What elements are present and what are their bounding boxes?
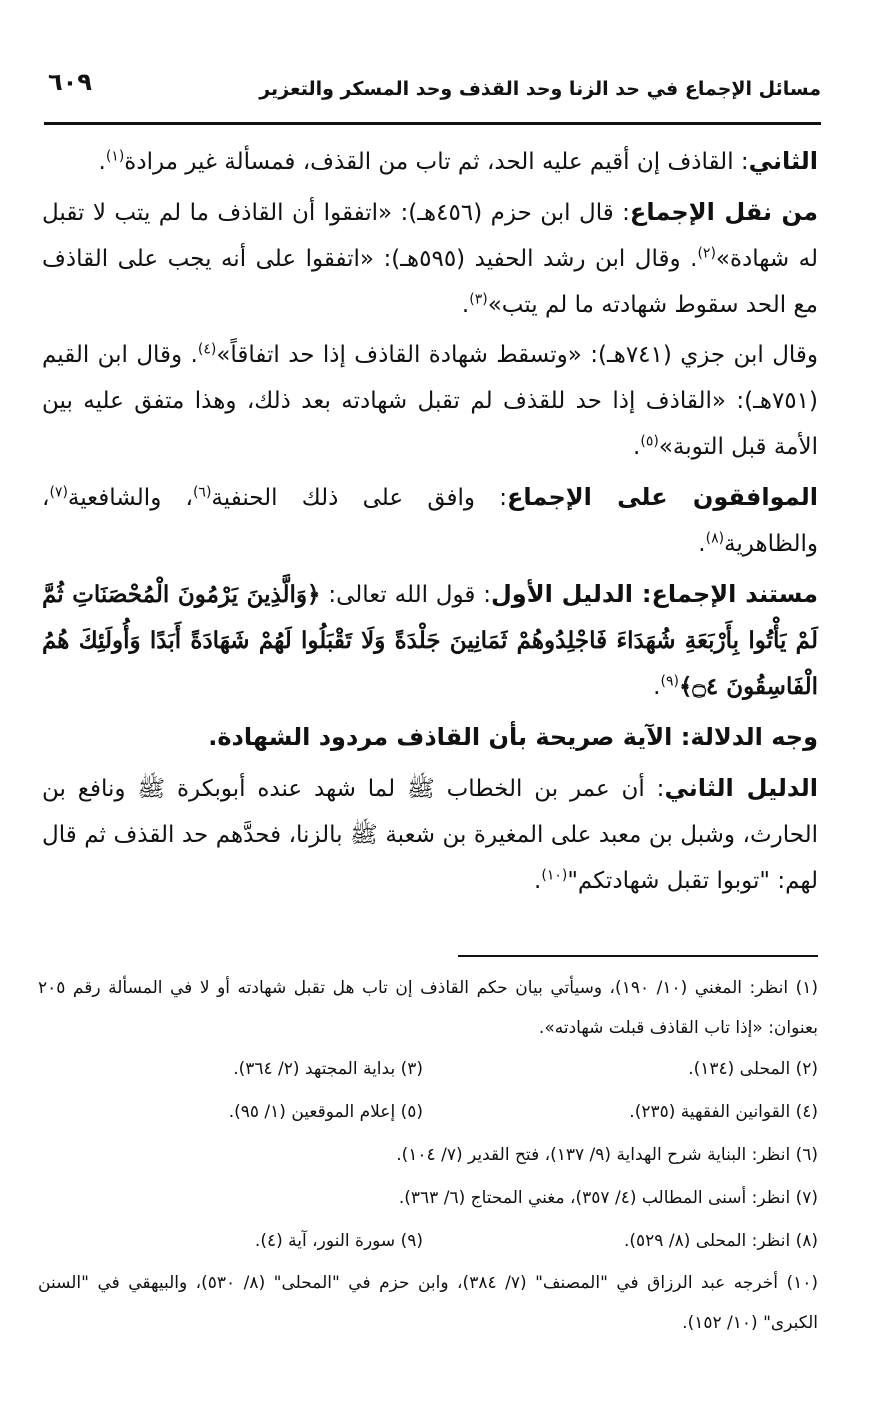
quran-verse: ﴿وَالَّذِينَ يَرْمُونَ الْمُحْصَنَاتِ ثُمَّ لَمْ يَأْتُوا بِأَرْبَعَةِ شُهَدَاءَ فَاجْلِدُوهُمْ ثَمَانِينَ جَلْدَةً وَلَا تَقْبَلُوا لَهُمْ شَهَادَةً أَبَدًا وَأُولَئِكَ هُمُ الْفَاسِقُونَ ۝٤﴾ [42, 581, 818, 700]
footnote-row [38, 1220, 818, 1263]
paragraph-lead: الموافقون على الإجماع [506, 483, 818, 511]
footnote-ref-5: (٥) [640, 433, 659, 450]
footnote-row [38, 1177, 818, 1220]
footnote-ref-6: (٦) [192, 484, 212, 501]
paragraph-lead: الدليل الثاني [664, 774, 819, 802]
paragraph-text: : وافق على ذلك الحنفية [211, 485, 507, 511]
paragraph-end: . [653, 674, 661, 700]
footnote-2: (٢) المحلى (١٣٤). [688, 1059, 818, 1079]
paragraph-text: : قول الله تعالى: [320, 582, 491, 608]
paragraph-text: ، والظاهرية [42, 485, 818, 557]
paragraph-second-evidence [42, 765, 818, 904]
paragraph-text: . وقال ابن القيم (٧٥١هـ): «القاذف إذا حد للقذف لم تقبل شهادته بعد ذلك، وهذا متفق عليه بين الأمة قبل التوبة» [42, 342, 818, 460]
paragraph-end: . [461, 292, 470, 318]
footnote-divider [458, 955, 818, 957]
footnote-9: (٩) سورة النور، آية (٤). [254, 1231, 423, 1251]
footnote-row [38, 1134, 818, 1177]
paragraph-end: . [534, 868, 542, 894]
paragraph-consensus-transmitters [42, 189, 818, 328]
footnote-ref-9: (٩) [660, 673, 679, 690]
paragraph-end: . [698, 531, 706, 557]
footnote-row [38, 1091, 818, 1134]
footnote-ref-4: (٤) [197, 341, 217, 358]
footnote-row [38, 1048, 818, 1091]
paragraph-lead: من نقل الإجماع [629, 198, 818, 226]
footnote-3: (٣) بداية المجتهد (٢/ ٣٦٤). [233, 1059, 423, 1079]
footnote-ref-8: (٨) [705, 530, 725, 547]
footnotes [38, 968, 818, 1343]
footnote-ref-3: (٣) [469, 291, 488, 308]
running-header [40, 66, 821, 116]
footnote-1: (١) انظر: المغني (١٠/ ١٩٠)، وسيأتي بيان حكم القاذف إن تاب هل تقبل شهادته أو لا في المسألة رقم ٢٠٥ بعنوان: «إذا تاب القاذف قبلت شهادته». [38, 978, 819, 1038]
footnote-4: (٤) القوانين الفقهية (٢٣٥). [629, 1102, 818, 1122]
page-number: ٦٠٩ [48, 68, 92, 96]
paragraph-lead: مستند الإجماع: الدليل الأول [490, 580, 818, 608]
paragraph-text: وقال ابن جزي (٧٤١هـ): «وتسقط شهادة القاذف إذا حد اتفاقاً» [216, 342, 819, 368]
footnote-8: (٨) انظر: المحلى (٨/ ٥٢٩). [623, 1231, 818, 1251]
paragraph-end: . [633, 434, 641, 460]
paragraph-lead: الثاني [748, 147, 818, 175]
main-text [42, 138, 818, 904]
paragraph-ibn-juzayy [42, 332, 818, 470]
paragraph-text: ، والشافعية [67, 485, 193, 511]
footnote-ref-7: (٧) [49, 484, 68, 501]
footnote-10: (١٠) أخرجه عبد الرزاق في "المصنف" (٧/ ٣٨٤)، وابن حزم في "المحلى" (٨/ ٥٣٠)، والبيهقي في "السنن الكبرى" (١٠/ ١٥٢). [38, 1273, 818, 1333]
paragraph-text: : القاذف إن أقيم عليه الحد، ثم تاب من القذف، فمسألة غير مرادة [124, 149, 749, 175]
footnote-6: (٦) انظر: البناية شرح الهداية (٩/ ١٣٧)، فتح القدير (٧/ ١٠٤). [396, 1145, 818, 1165]
paragraph-inference [42, 714, 818, 761]
footnote-7: (٧) انظر: أسنى المطالب (٤/ ٣٥٧)، مغني المحتاج (٦/ ٣٦٣). [398, 1188, 818, 1208]
paragraph-text: : الآية صريحة بأن القاذف مردود الشهادة. [208, 723, 691, 751]
footnote-ref-1: (١) [105, 148, 125, 165]
paragraph-second-issue [42, 138, 818, 185]
paragraph-agreeing-schools [42, 474, 818, 567]
footnote-ref-2: (٢) [697, 245, 716, 262]
paragraph-first-evidence [42, 571, 818, 710]
running-header-title: مسائل الإجماع في حد الزنا وحد القذف وحد المسكر والتعزير [259, 78, 821, 100]
paragraph-end: . [98, 149, 106, 175]
header-divider [44, 122, 821, 125]
paragraph-text: . وقال ابن رشد الحفيد (٥٩٥هـ): «اتفقوا على أنه يجب على القاذف مع الحد سقوط شهادته ما لم يتب» [42, 246, 818, 318]
paragraph-lead: وجه الدلالة [690, 723, 818, 751]
footnote-5: (٥) إعلام الموقعين (١/ ٩٥). [228, 1102, 423, 1122]
footnote-ref-10: (١٠) [541, 867, 568, 884]
paragraph-text: : أن عمر بن الخطاب ﷺ لما شهد عنده أبوبكرة ﷺ ونافع بن الحارث، وشبل بن معبد على المغيرة بن شعبة ﷺ بالزنا، فحدَّهم حد القذف ثم قال لهم: "توبوا تقبل شهادتكم" [42, 776, 818, 894]
paragraph-text: : قال ابن حزم (٤٥٦هـ): «اتفقوا أن القاذف ما لم يتب لا تقبل له شهادة» [42, 200, 818, 272]
